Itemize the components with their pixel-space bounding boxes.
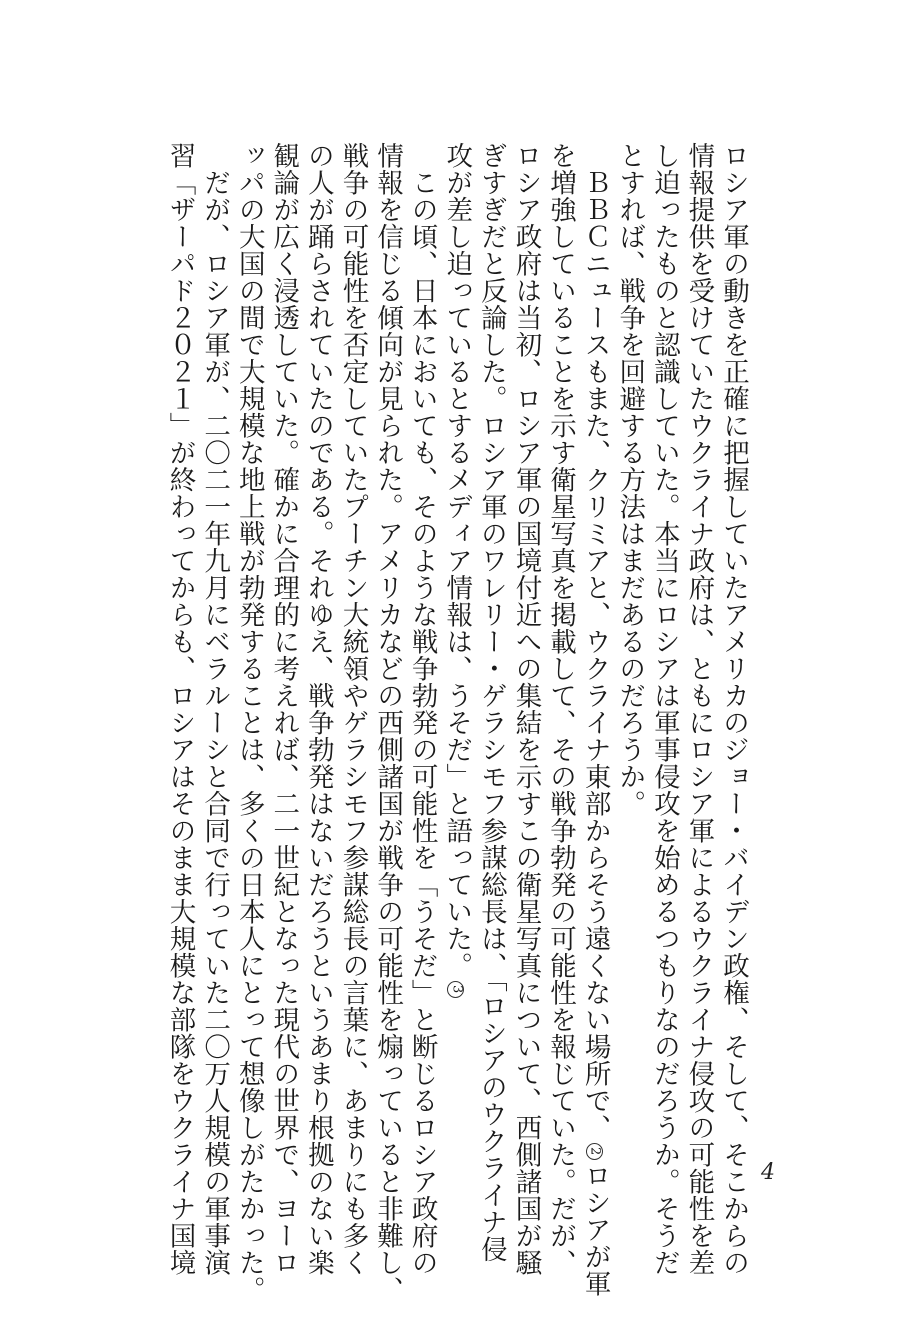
page-number: 4: [761, 1160, 775, 1185]
text-line: 戦争の可能性を否定していたプーチン大統領やゲラシモフ参謀総長の言葉に、あまりにも多く: [337, 142, 369, 1276]
text-line: 習「ザーパド２０２１」が終わってからも、ロシアはそのまま大規模な部隊をウクライナ国境: [164, 142, 196, 1276]
text-line: 情報を信じる傾向が見られた。アメリカなどの西側諸国が戦争の可能性を煽っていると非難し、: [372, 142, 404, 1303]
footnote-marker: 2: [586, 1143, 603, 1160]
text-line: を増強していることを示す衛星写真を掲載して、その戦争勃発の可能性を報じていた。だが、: [545, 142, 577, 1276]
text-line: ぎすぎだと反論した。ロシア軍のワレリー・ゲラシモフ参謀総長は、「ロシアのウクライナ侵: [475, 142, 507, 1263]
text-line: し迫ったものと認識していた。本当にロシアは軍事侵攻を始めるつもりなのだろうか。そうだ: [648, 142, 680, 1276]
text-line: ロシア軍の動きを正確に把握していたアメリカのジョー・バイデン政権、そして、そこからの: [718, 142, 749, 1276]
text-line: の人が踊らされていたのである。それゆえ、戦争勃発はないだろうというあまり根拠のない楽: [302, 142, 334, 1276]
text-line: 情報提供を受けていたウクライナ政府は、ともにロシア軍によるウクライナ侵攻の可能性を差: [683, 142, 715, 1276]
text-line: 観論が広く浸透していた。確かに合理的に考えれば、二一世紀となった現代の世界で、ヨーロ: [268, 142, 300, 1276]
text-line: とすれば、戦争を回避する方法はまだあるのだろうか。: [614, 142, 646, 817]
body-text: [162, 142, 750, 1303]
text-line: ＢＢＣニュースもまた、クリミアと、ウクライナ東部からそう遠くない場所で、2ロシアが軍: [579, 142, 611, 1297]
text-line: ロシア政府は当初、ロシア軍の国境付近への集結を示すこの衛星写真について、西側諸国が騒: [510, 142, 542, 1276]
text-line: だが、ロシア軍が、二〇二一年九月にベラルーシと合同で行っていた二〇万人規模の軍事演: [199, 142, 231, 1276]
text-line: ッパの大国の間で大規模な地上戦が勃発することは、多くの日本人にとって想像しがたかった。: [233, 142, 265, 1303]
footnote-marker: 3: [447, 981, 464, 998]
text-line: 攻が差し迫っているとするメディア情報は、うそだ」と語っていた。3: [439, 142, 474, 1127]
text-line: この頃、日本においても、そのような戦争勃発の可能性を「うそだ」と断じるロシア政府の: [406, 142, 438, 1276]
